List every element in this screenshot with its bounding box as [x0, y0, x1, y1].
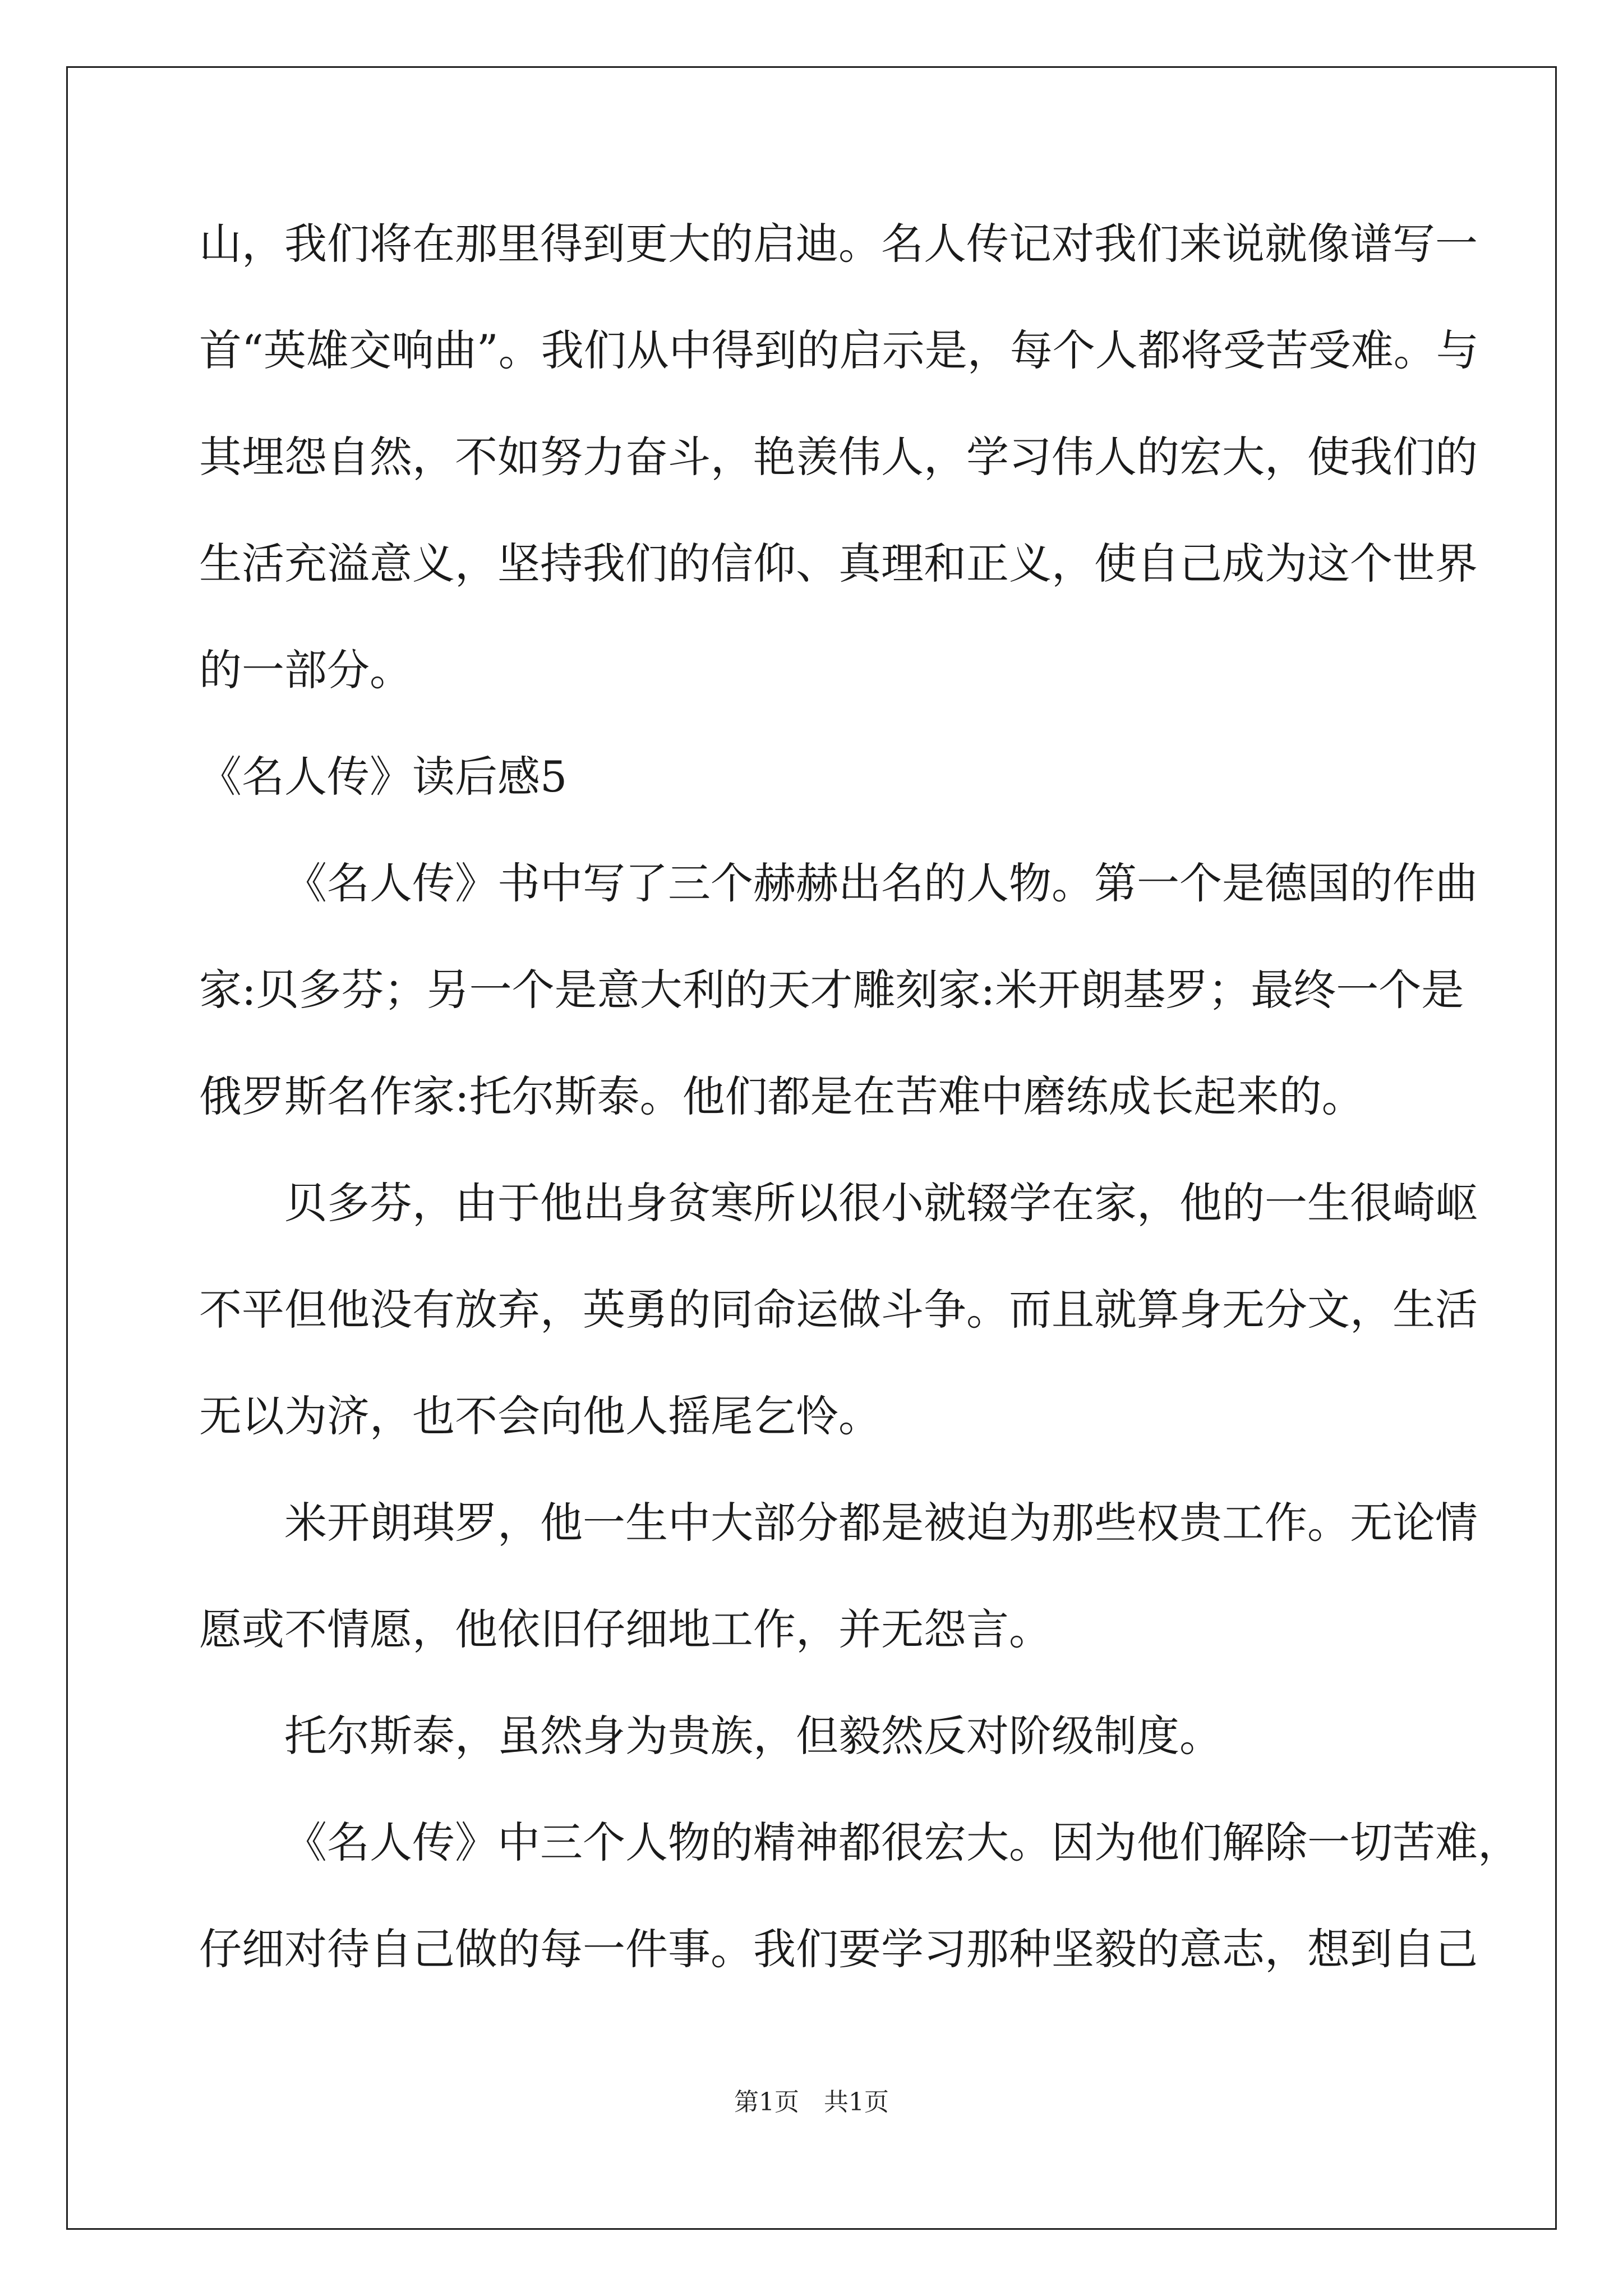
text-line: 米开朗琪罗，他一生中大部分都是被迫为那些权贵工作。无论情 — [284, 1498, 1478, 1548]
text-line: 《名人传》书中写了三个赫赫出名的人物。第一个是德国的作曲 — [284, 858, 1478, 908]
text-line: 俄罗斯名作家:托尔斯泰。他们都是在苦难中磨练成长起来的。 — [199, 1071, 1364, 1121]
text-line: 无以为济，也不会向他人摇尾乞怜。 — [199, 1391, 881, 1441]
text-line: 家:贝多芬；另一个是意大利的天才雕刻家:米开朗基罗；最终一个是 — [199, 965, 1464, 1015]
text-line: 的一部分。 — [199, 645, 412, 695]
page-number: 第1页 共1页 — [734, 2088, 889, 2116]
text-line: 不平但他没有放弃，英勇的同命运做斗争。而且就算身无分文，生活 — [199, 1285, 1478, 1335]
text-line: 山，我们将在那里得到更大的启迪。名人传记对我们来说就像谱写一 — [199, 219, 1478, 269]
text-line: 愿或不情愿，他依旧仔细地工作，并无怨言。 — [199, 1604, 1052, 1654]
text-line: 首“英雄交响曲”。我们从中得到的启示是，每个人都将受苦受难。与 — [199, 325, 1479, 375]
text-line: 贝多芬，由于他出身贫寒所以很小就辍学在家，他的一生很崎岖 — [284, 1178, 1478, 1228]
document-body — [199, 191, 1520, 2003]
text-line: 托尔斯泰，虽然身为贵族，但毅然反对阶级制度。 — [284, 1711, 1222, 1761]
text-line: 其埋怨自然，不如努力奋斗，艳羡伟人，学习伟人的宏大，使我们的 — [199, 432, 1478, 482]
text-line: 生活充溢意义，坚持我们的信仰、真理和正义，使自己成为这个世界 — [199, 539, 1478, 588]
text-line: 《名人传》中三个人物的精神都很宏大。因为他们解除一切苦难， — [284, 1818, 1520, 1867]
section-heading: 《名人传》读后感5 — [199, 752, 568, 802]
text-line: 仔细对待自己做的每一件事。我们要学习那种坚毅的意志，想到自己 — [199, 1924, 1478, 1974]
